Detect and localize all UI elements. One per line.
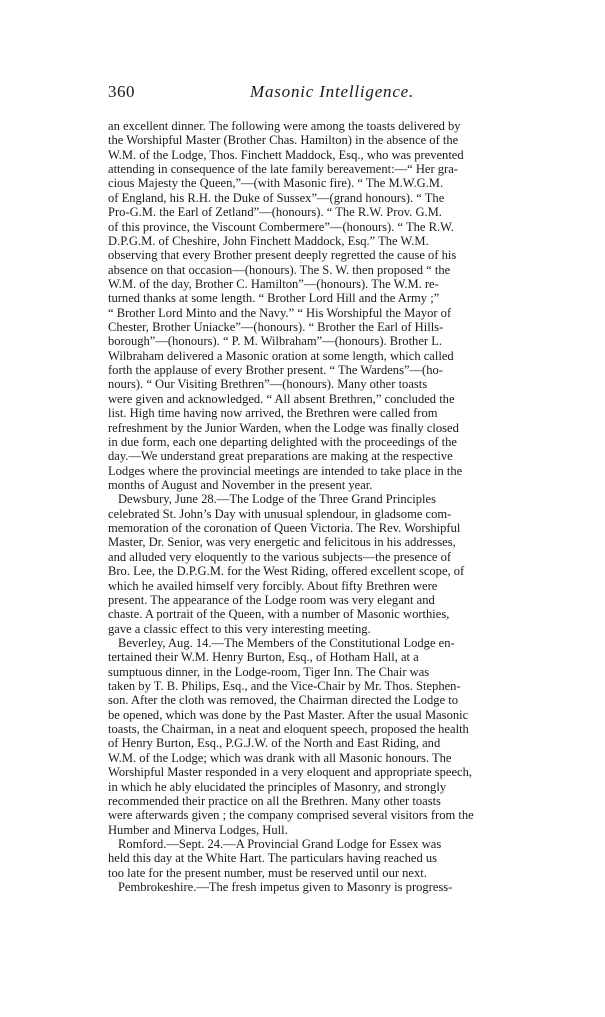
text-line: tertained their W.M. Henry Burton, Esq., of Hotham Hall, at a: [108, 650, 419, 665]
text-line: chaste. A portrait of the Queen, with a number of Masonic worthies,: [108, 607, 450, 622]
text-line: “ Brother Lord Minto and the Navy.” “ His Worshipful the Mayor of: [108, 305, 452, 320]
text-line: celebrated St. John’s Day with unusual splendour, in gladsome com-: [108, 506, 452, 521]
text-line: too late for the present number, must be reserved until our next.: [108, 865, 427, 880]
text-line: of this province, the Viscount Combermere”—(honours). “ The R.W.: [108, 219, 454, 234]
text-line: recommended their practice on all the Brethren. Many other toasts: [108, 793, 441, 808]
text-line: the Worshipful Master (Brother Chas. Hamilton) in the absence of the: [108, 133, 459, 148]
text-line: in due form, each one departing delighted with the proceedings of the: [108, 434, 457, 449]
text-line: taken by T. B. Philips, Esq., and the Vice-Chair by Mr. Thos. Stephen-: [108, 679, 461, 694]
text-line: Dewsbury, June 28.—The Lodge of the Three Grand Principles: [117, 492, 436, 507]
text-line: list. High time having now arrived, the Brethren were called from: [108, 406, 438, 421]
text-line: an excellent dinner. The following were among the toasts delivered by: [108, 119, 461, 133]
text-line: of England, his R.H. the Duke of Sussex”—(grand honours). “ The: [108, 190, 445, 205]
text-line: Lodges where the provincial meetings are intended to take place in the: [108, 463, 463, 478]
text-line: in which he ably elucidated the principles of Masonry, and strongly: [108, 779, 447, 794]
text-line: gave a classic effect to this very interesting meeting.: [108, 621, 371, 636]
text-line: Humber and Minerva Lodges, Hull.: [108, 822, 288, 837]
text-line: Beverley, Aug. 14.—The Members of the Constitutional Lodge en-: [117, 635, 455, 650]
text-line: memoration of the coronation of Queen Victoria. The Rev. Worshipful: [108, 521, 461, 536]
text-line: which he availed himself very forcibly. About fifty Brethren were: [108, 578, 438, 593]
text-line: cious Majesty the Queen,”—(with Masonic fire). “ The M.W.G.M.: [108, 176, 444, 191]
text-line: Wilbraham delivered a Masonic oration at some length, which called: [108, 348, 454, 363]
text-line: held this day at the White Hart. The particulars having reached us: [108, 851, 438, 866]
text-line: observing that every Brother present deeply regretted the cause of his: [108, 248, 457, 263]
text-line: attending in consequence of the late family bereavement:—“ Her gra-: [108, 162, 458, 177]
text-line: nours). “ Our Visiting Brethren”—(honours). Many other toasts: [108, 377, 428, 392]
text-line: toasts, the Chairman, in a neat and eloquent speech, proposed the health: [108, 722, 469, 737]
text-line: W.M. of the day, Brother C. Hamilton”—(honours). The W.M. re-: [108, 276, 439, 291]
text-line: day.—We understand great preparations are making at the respective: [108, 449, 453, 464]
text-line: be opened, which was done by the Past Master. After the usual Masonic: [108, 707, 469, 722]
text-line: sumptuous dinner, in the Lodge-room, Tiger Inn. The Chair was: [108, 664, 430, 679]
text-line: forth the applause of every Brother present. “ The Wardens”—(ho-: [108, 363, 443, 378]
text-line: refreshment by the Junior Warden, when the Lodge was finally closed: [108, 420, 459, 435]
text-line: and alluded very eloquently to the various subjects—the presence of: [108, 549, 452, 564]
text-line: W.M. of the Lodge; which was drank with all Masonic honours. The: [108, 750, 452, 765]
text-line: absence on that occasion—(honours). The S. W. then proposed “ the: [108, 262, 451, 277]
text-line: borough”—(honours). “ P. M. Wilbraham”—(honours). Brother L.: [108, 334, 443, 349]
page-header: [108, 82, 493, 106]
text-line: Pro-G.M. the Earl of Zetland”—(honours). “ The R.W. Prov. G.M.: [108, 205, 442, 220]
page-number: 360: [108, 82, 135, 101]
text-line: Chester, Brother Uniacke”—(honours). “ Brother the Earl of Hills-: [108, 320, 444, 335]
text-line: son. After the cloth was removed, the Chairman directed the Lodge to: [108, 693, 459, 708]
text-line: W.M. of the Lodge, Thos. Finchett Maddock, Esq., who was prevented: [108, 147, 464, 162]
running-head: Masonic Intelligence.: [250, 82, 415, 101]
text-line: Worshipful Master responded in a very eloquent and appropriate speech,: [108, 765, 472, 780]
text-line: Pembrokeshire.—The fresh impetus given to Masonry is progress-: [117, 880, 453, 895]
text-line: Romford.—Sept. 24.—A Provincial Grand Lodge for Essex was: [117, 836, 442, 851]
text-line: Bro. Lee, the D.P.G.M. for the West Riding, offered excellent scope, of: [108, 564, 465, 579]
text-line: present. The appearance of the Lodge room was very elegant and: [108, 592, 435, 607]
text-line: were given and acknowledged. “ All absent Brethren,” concluded the: [108, 391, 455, 406]
text-line: D.P.G.M. of Cheshire, John Finchett Maddock, Esq.” The W.M.: [108, 233, 429, 248]
text-line: were afterwards given ; the company comprised several visitors from the: [108, 808, 474, 823]
text-line: turned thanks at some length. “ Brother Lord Hill and the Army ;”: [108, 291, 440, 306]
text-line: Master, Dr. Senior, was very energetic and felicitous in his addresses,: [108, 535, 456, 550]
text-line: of Henry Burton, Esq., P.G.J.W. of the North and East Riding, and: [108, 736, 441, 751]
text-line: months of August and November in the present year.: [108, 477, 373, 492]
body-text: [108, 119, 600, 989]
